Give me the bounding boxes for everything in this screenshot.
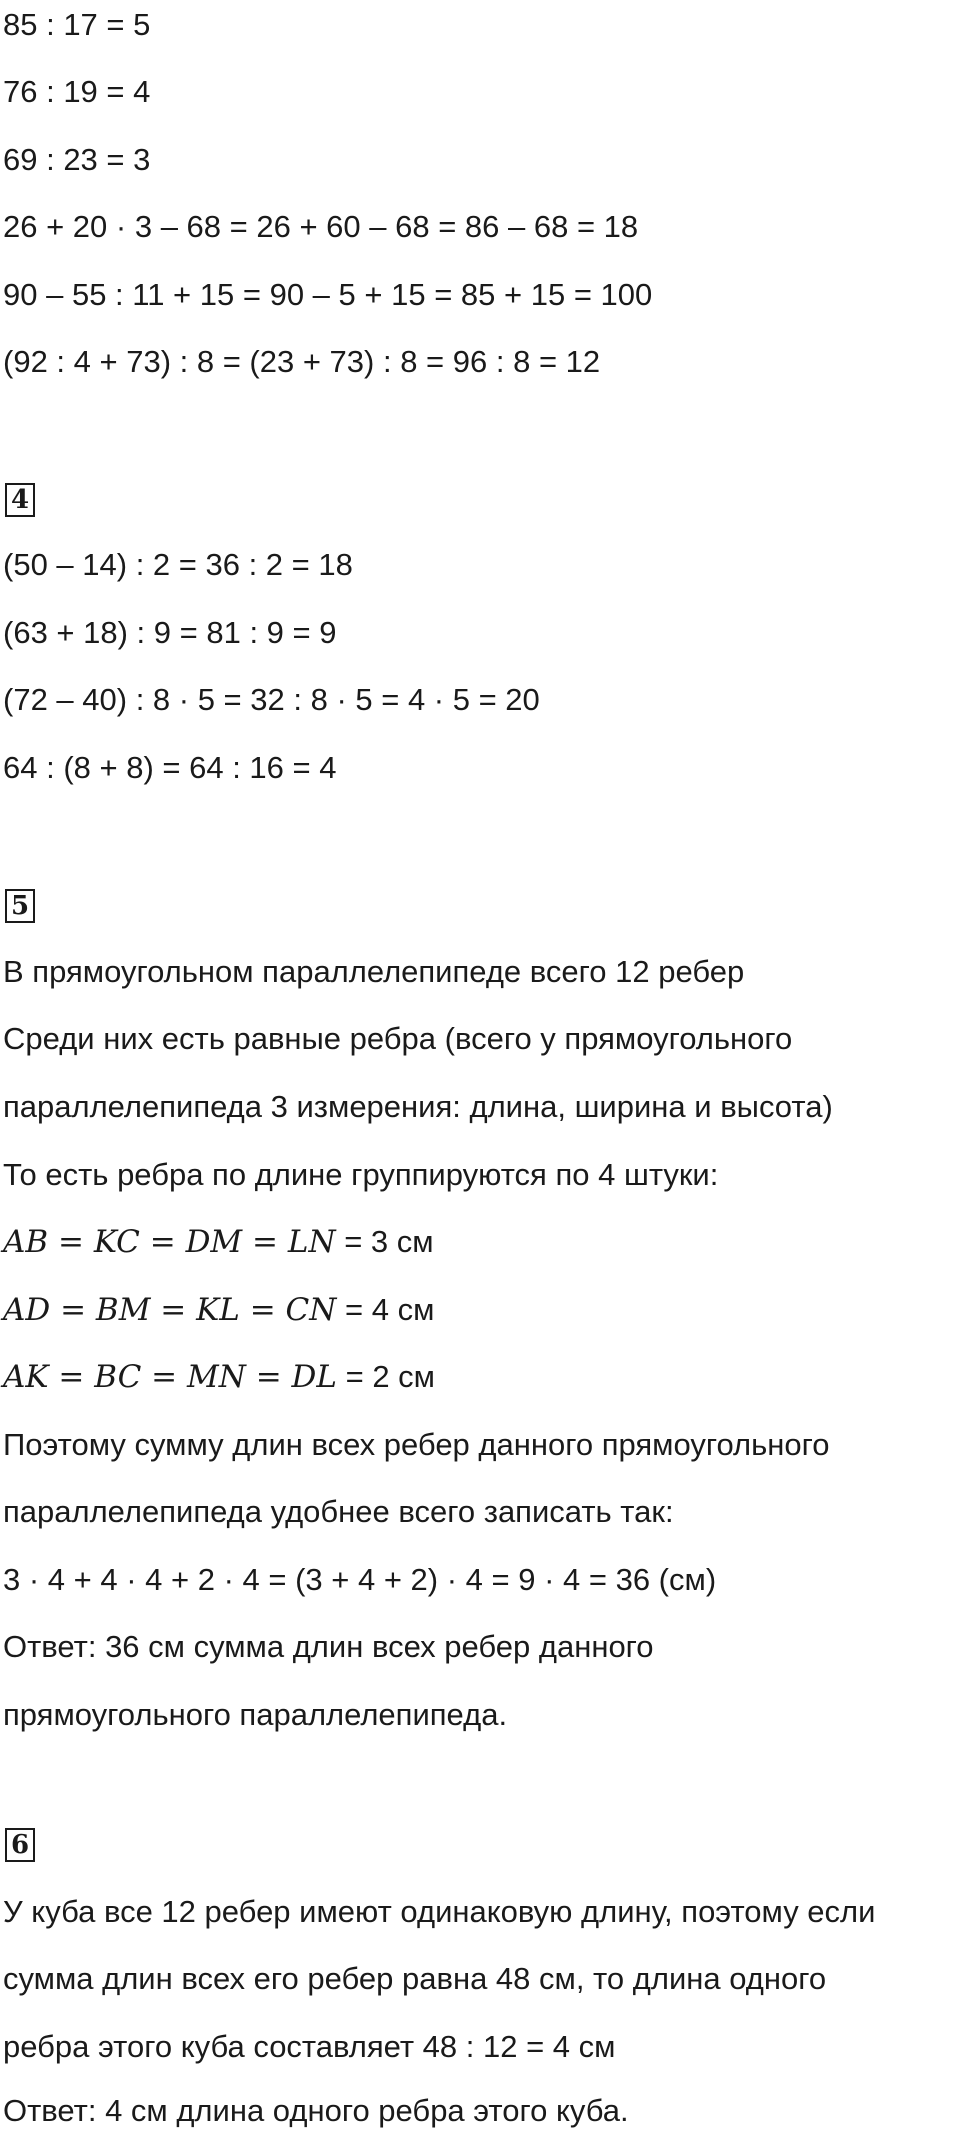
equation-value: = 3 см [335, 1224, 434, 1259]
text-line: 3 · 4 + 4 · 4 + 2 · 4 = (3 + 4 + 2) · 4 = 9 · 4 = 36 (см) [3, 1562, 717, 1597]
equation-value: = 4 см [336, 1292, 435, 1327]
equation-line [3, 1290, 434, 1330]
text-line: 69 : 23 = 3 [3, 142, 151, 177]
exercise-number-box: 6 [5, 1828, 35, 1862]
text-line: (63 + 18) : 9 = 81 : 9 = 9 [3, 615, 337, 650]
text-line: 64 : (8 + 8) = 64 : 16 = 4 [3, 750, 337, 785]
text-line: То есть ребра по длине группируются по 4 штуки: [3, 1157, 719, 1192]
equation-line [3, 1222, 434, 1262]
text-line: ребра этого куба составляет 48 : 12 = 4 см [3, 2029, 616, 2064]
exercise-number-box: 4 [5, 483, 35, 517]
text-line: (50 – 14) : 2 = 36 : 2 = 18 [3, 547, 353, 582]
answer-line: Ответ: 36 см сумма длин всех ребер данного [3, 1629, 654, 1664]
text-line: 90 – 55 : 11 + 15 = 90 – 5 + 15 = 85 + 15 = 100 [3, 277, 653, 312]
text-line: (92 : 4 + 73) : 8 = (23 + 73) : 8 = 96 : 8 = 12 [3, 344, 601, 379]
equation-expression: AK = BC = MN = DL [3, 1359, 337, 1395]
text-line: параллелепипеда 3 измерения: длина, ширина и высота) [3, 1089, 833, 1124]
text-line: 76 : 19 = 4 [3, 74, 151, 109]
exercise-number-box: 5 [5, 889, 35, 923]
answer-line: Ответ: 4 см длина одного ребра этого куба. [3, 2093, 629, 2128]
equation-expression: AB = KC = DM = LN [3, 1224, 336, 1260]
answer-line: прямоугольного параллелепипеда. [3, 1697, 508, 1732]
text-line: 85 : 17 = 5 [3, 7, 151, 42]
text-line: Поэтому сумму длин всех ребер данного прямоугольного [3, 1427, 830, 1462]
text-line: 26 + 20 · 3 – 68 = 26 + 60 – 68 = 86 – 68 = 18 [3, 209, 639, 244]
text-line: В прямоугольном параллелепипеде всего 12 ребер [3, 954, 745, 989]
text-line: (72 – 40) : 8 · 5 = 32 : 8 · 5 = 4 · 5 = 20 [3, 682, 540, 717]
equation-expression: AD = BM = KL = CN [3, 1292, 337, 1328]
text-line: сумма длин всех его ребер равна 48 см, то длина одного [3, 1961, 827, 1996]
text-line: Среди них есть равные ребра (всего у прямоугольного [3, 1021, 793, 1056]
equation-value: = 2 см [336, 1359, 435, 1394]
text-line: параллелепипеда удобнее всего записать так: [3, 1494, 674, 1529]
text-line: У куба все 12 ребер имеют одинаковую длину, поэтому если [3, 1894, 876, 1929]
equation-line [3, 1357, 435, 1397]
